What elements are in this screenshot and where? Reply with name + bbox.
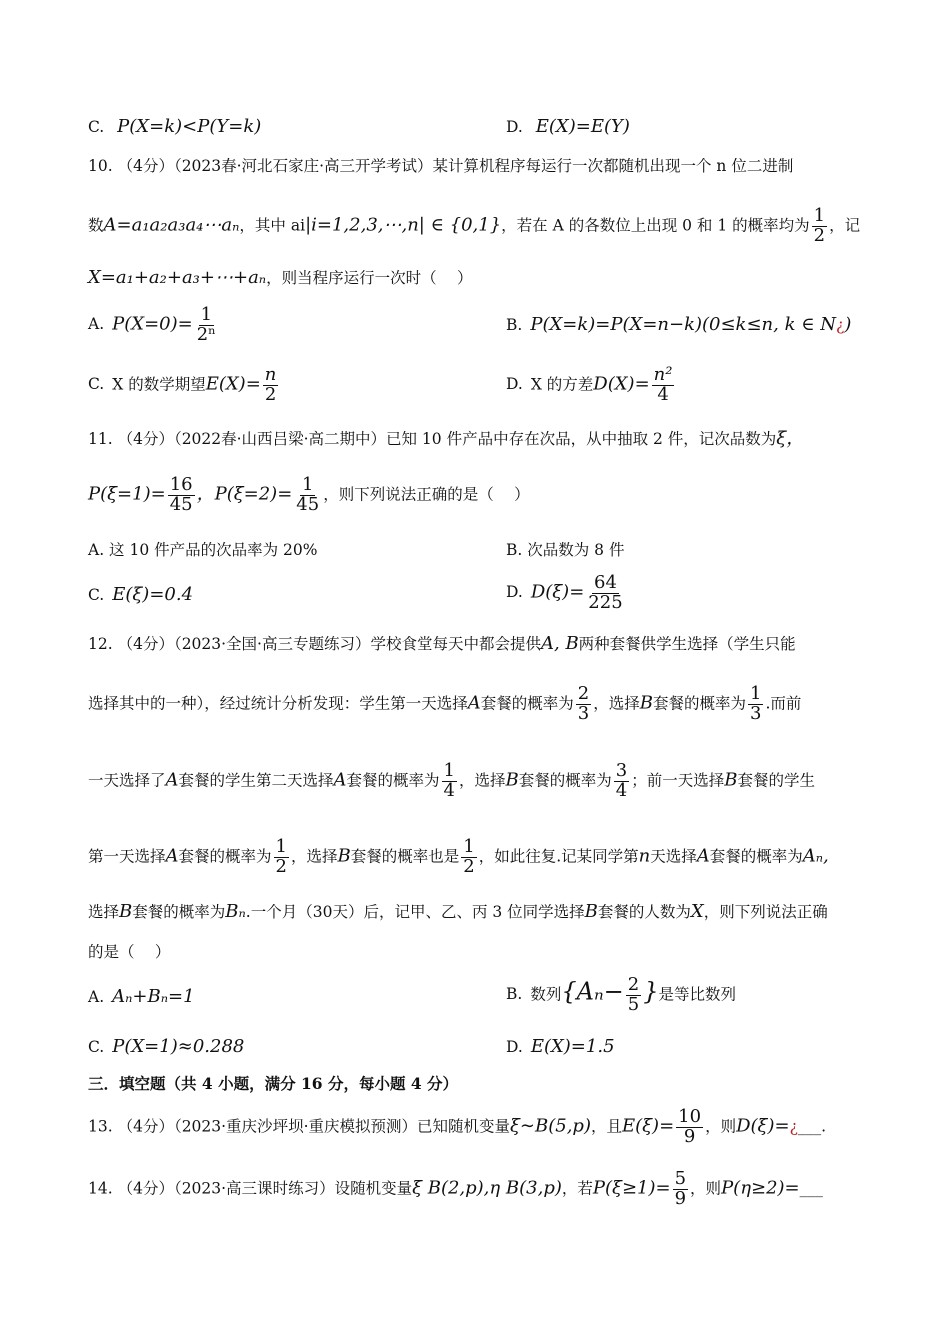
q10-expr-x: X=a₁+a₂+a₃+⋯+aₙ [88,267,267,288]
fraction-denominator: 45 [296,493,320,515]
fraction-numerator: 1 [200,304,213,325]
q12-var: B [337,845,351,867]
q10-option-a-fraction [195,306,218,345]
fraction-numerator: 2 [577,683,590,704]
q11-expr-2: ，P(ξ=2)= [196,483,293,505]
q10-option-b-expr: P(X=k)=P(X=n−k)(0≤k≤n, k ∈ N [530,314,837,335]
q12-text: ，选择 [290,847,338,866]
fraction-numerator: n² [653,364,673,385]
fraction-denominator: 2 [275,855,287,877]
q12-line1 [88,632,870,654]
fraction-numerator: 3 [615,760,628,781]
fraction-denominator: 9 [683,1125,696,1147]
fraction-numerator: 1 [463,836,475,857]
q11-option-b: B. 次品数为 8 件 [506,541,625,559]
q12-text: .一个月（30天）后，记甲、乙、丙 3 位同学选择 [245,903,585,921]
fraction-denominator: 4 [443,779,455,801]
q12-text: 套餐的概率为 [132,903,226,921]
q10-fraction [812,207,827,246]
q12-text: 套餐的概率为 [518,771,612,790]
q12-var: X [690,901,704,922]
fraction-denominator: 2 [264,383,277,405]
q10-option-a-expr: P(X=0)= [112,313,193,335]
q10-option-d-fraction [652,366,675,405]
q12-var: A [333,769,347,791]
q12-var: B [639,692,653,714]
q12-option-b-label: B. [506,985,523,1004]
q11-variable: ξ， [776,428,805,449]
q12-text: 套餐的概率为 [480,694,574,713]
q12-option-b-text: 数列 [530,985,562,1004]
q10-option-c-text: X 的数学期望 [112,375,206,394]
section-title: 三．填空题（共 4 小题，满分 16 分，每小题 4 分） [88,1074,459,1093]
q10-option-a-label: A. [88,315,105,334]
q12-text: ；前一天选择 [631,771,725,790]
q12-text: 天选择 [650,847,697,866]
q10-option-c-label: C. [88,375,105,394]
q12-var: B [724,769,738,791]
q12-var: Bₙ [225,901,246,922]
q12-fraction [748,685,763,724]
q12-line4 [88,838,870,877]
fraction-numerator: 64 [594,572,617,593]
fraction-numerator: 1 [443,760,455,781]
q12-line2 [88,685,870,724]
q12-line6: 的是（ ） [88,943,171,961]
q12-text: 套餐的概率为 [346,771,440,790]
q11-option-d-expr: D(ξ)= [530,581,585,603]
q12-fraction [576,685,591,724]
q10-option-c-expr: E(X)= [205,373,261,395]
q11-stem-line2 [88,476,870,515]
q14-stem [88,1170,870,1209]
fraction-denominator: 225 [588,591,623,613]
fraction-numerator: 10 [678,1106,702,1127]
q12-options-cd [88,1036,870,1057]
q12-var: n [638,845,651,867]
q12-text: 选择 [88,903,120,921]
fraction-denominator: 4 [657,383,669,405]
q12-var: Aₙ, [802,845,829,867]
q12-var: A [165,769,179,791]
q12-options-ab [88,974,870,1015]
fraction-denominator: 5 [627,993,640,1015]
q13-glyph: ¿ [789,1117,798,1136]
q12-option-d-label: D. [506,1038,523,1056]
q12-text: .而前 [765,694,802,713]
fraction-numerator: 1 [275,836,287,857]
fraction-denominator: 4 [615,779,628,801]
q10-option-c-fraction [263,366,279,405]
q12-var: A [467,692,481,714]
q10-option-b-close: ) [844,314,852,335]
fraction-numerator: 16 [169,474,193,495]
q13-expr: ξ∼B(5,p) [510,1115,591,1137]
fraction-denominator: 45 [169,493,193,515]
fraction-numerator: 1 [750,683,762,704]
q11-option-c-label: C. [88,586,105,604]
q14-fraction [673,1170,688,1209]
q12-expr: A, B [541,633,579,654]
q12-text: ，则下列说法正确 [703,903,828,921]
q10-stem-line3 [88,266,870,288]
q10-text: ，则当程序运行一次时（ ） [266,269,473,287]
q12-text: 第一天选择 [88,847,166,866]
q12-fraction [274,838,289,877]
q9-option-c-label: C. [88,118,105,136]
q12-option-b-text: 是等比数列 [658,985,737,1004]
q10-expr-i: |i=1,2,3,⋯,n| ∈ {0,1} [305,214,502,236]
q12-fraction [442,762,457,801]
q13-text: ，且 [590,1117,622,1136]
q14-expr: P(η≥2)= [721,1177,800,1199]
q10-option-d-text: X 的方差 [530,375,594,394]
q11-options-ab [88,538,870,560]
fraction-numerator: n [264,364,277,385]
fraction-numerator: 5 [674,1168,687,1189]
q12-text: 套餐的学生 [737,771,815,790]
q12-text: 两种套餐供学生选择（学生只能 [578,635,796,653]
q10-text: ，记 [829,216,861,235]
q10-option-b-label: B. [506,316,523,334]
q12-option-d-expr: E(X)=1.5 [530,1036,615,1057]
q13-stem [88,1108,870,1147]
q12-text: ，选择 [593,694,640,713]
q9-option-d-expr: E(X)=E(Y) [535,116,630,137]
q10-text: ，其中 ai [239,216,306,235]
q12-text: 套餐的人数为 [597,903,691,921]
fraction-numerator: 1 [813,205,826,226]
q11-expr-1: P(ξ=1)= [88,483,166,505]
q14-expr: ξ B(2,p),η B(3,p) [412,1177,562,1199]
q10-stem-line2 [88,207,870,246]
q13-text: 13. （4分）（2023·重庆沙坪坝·重庆模拟预测）已知随机变量 [88,1117,510,1136]
q14-text: ，若 [561,1179,593,1198]
answer-blank[interactable]: ___ [799,1179,823,1198]
q12-option-a-label: A. [88,988,105,1006]
q14-expr: P(ξ≥1)= [592,1177,671,1199]
q12-fraction [614,762,629,801]
q12-text: 套餐的学生第二天选择 [178,771,334,790]
q11-option-d-fraction [586,574,624,613]
q12-option-a-expr: Aₙ+Bₙ=1 [112,986,195,1007]
q12-option-b-close: } [643,977,659,1006]
q12-option-b-expr: {Aₙ− [561,977,624,1006]
fraction-numerator: 2 [627,974,640,995]
q12-var: B [119,901,133,922]
q10-options-ab [88,306,870,345]
q11-fraction-2 [294,476,321,515]
q14-text: ，则 [690,1179,722,1198]
q12-option-c-expr: P(X=1)≈0.288 [112,1036,245,1057]
q10-text: ，若在 A 的各数位上出现 0 和 1 的概率均为 [501,216,810,235]
q12-line3 [88,762,870,801]
q12-text: 套餐的概率为 [709,847,803,866]
q12-option-b-fraction [626,976,641,1015]
fraction-numerator: 1 [302,474,314,495]
q11-text: 11. （4分）（2022春·山西吕梁·高二期中）已知 10 件产品中存在次品，从中抽取 2 件，记次品数为 [88,430,777,448]
q12-var: A [696,845,710,867]
q10-option-d-expr: D(X)= [593,373,650,395]
q12-text: 一天选择了 [88,771,166,790]
q9-options-row [88,116,870,137]
q11-option-a: A. 这 10 件产品的次品率为 20% [88,541,318,559]
q12-text: 套餐的概率为 [652,694,746,713]
fraction-denominator: 2 [463,855,475,877]
q13-expr: D(ξ)= [736,1115,790,1137]
q9-option-c-expr: P(X=k)<P(Y=k) [117,116,262,137]
q12-text: 12. （4分）（2023·全国·高三专题练习）学校食堂每天中都会提供 [88,635,541,653]
q10-expr-a: A=a₁a₂a₃a₄⋯aₙ [103,214,240,236]
q10-stem-line1: 10. （4分）（2023春·河北石家庄·高三开学考试）某计算机程序每运行一次都随机出现一个 n 位二进制 [88,157,794,175]
q10-options-cd [88,366,870,405]
q12-text: 选择其中的一种），经过统计分析发现：学生第一天选择 [88,694,468,713]
q11-options-cd [88,572,870,613]
q12-line5 [88,900,870,922]
answer-blank[interactable]: ___. [797,1117,827,1136]
q12-fraction [461,838,476,877]
q13-expr: E(ξ)= [621,1115,675,1137]
q12-text: 套餐的概率为 [178,847,272,866]
q10-text: 数 [88,216,104,235]
q12-option-c-label: C. [88,1038,105,1056]
fraction-denominator: 3 [577,702,590,724]
q11-stem-line1 [88,424,870,450]
q14-text: 14. （4分）（2023·高三课时练习）设随机变量 [88,1179,413,1198]
q12-text: ，如此往复.记某同学第 [478,847,639,866]
q11-option-d-label: D. [506,583,523,602]
q12-var: A [165,845,179,867]
q11-fraction-1 [168,476,195,515]
q12-text: ，选择 [459,771,506,790]
q10-option-b-glyph: ¿ [836,316,845,334]
q12-var: B [584,901,598,922]
q10-option-d-label: D. [506,375,523,394]
fraction-denominator: 9 [674,1187,687,1209]
fraction-denominator: 3 [750,702,762,724]
q9-option-d-label: D. [506,118,523,136]
q12-text: 套餐的概率也是 [350,847,460,866]
q12-var: B [505,769,519,791]
q13-fraction [676,1108,703,1147]
q11-text: ，则下列说法正确的是（ ） [323,485,530,504]
fraction-denominator: 2 [813,224,826,246]
q11-option-c-expr: E(ξ)=0.4 [112,584,194,605]
fraction-denominator: 2ⁿ [196,323,216,345]
q13-text: ，则 [705,1117,737,1136]
